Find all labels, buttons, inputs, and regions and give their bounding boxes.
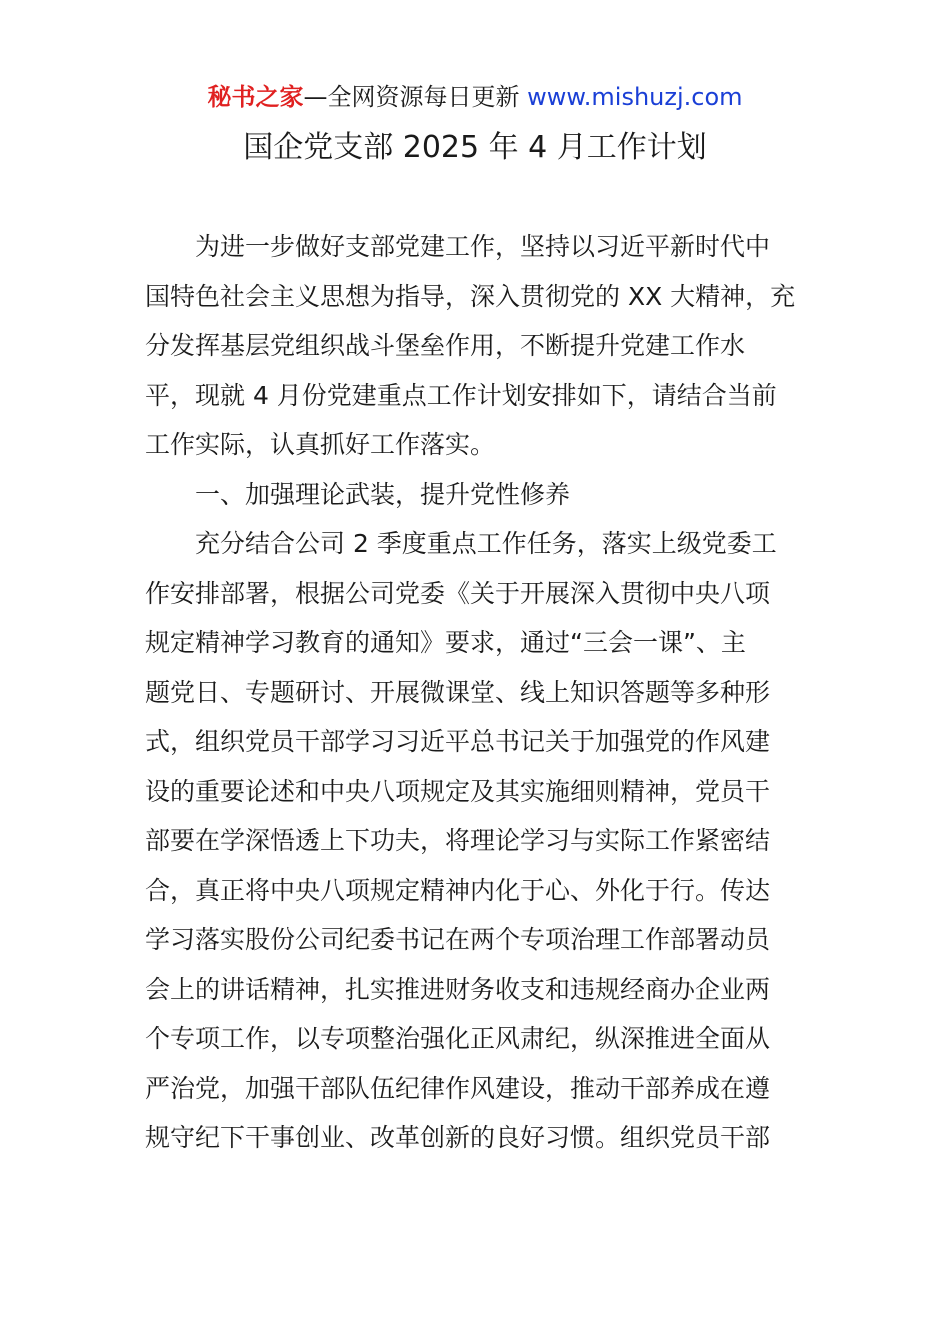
document-title: 国企党支部 2025 年 4 月工作计划 — [243, 130, 707, 165]
paragraph-line: 平，现就 4 月份党建重点工作计划安排如下，请结合当前 — [145, 380, 777, 410]
paragraph-line: 部要在学深悟透上下功夫，将理论学习与实际工作紧密结 — [145, 826, 771, 855]
paragraph-line: 工作实际，认真抓好工作落实。 — [145, 430, 496, 459]
paragraph-line: 设的重要论述和中央八项规定及其实施细则精神，党员干 — [145, 776, 771, 806]
site-url-link[interactable]: www.mishuzj.com — [527, 83, 743, 111]
paragraph-line: 国特色社会主义思想为指导，深入贯彻党的 XX 大精神，充 — [145, 281, 796, 311]
paragraph-line: 合，真正将中央八项规定精神内化于心、外化于行。传达 — [145, 875, 771, 905]
paragraph-line: 充分结合公司 2 季度重点工作任务，落实上级党委工 — [195, 529, 777, 558]
paragraph-line: 严治党，加强干部队伍纪律作风建设，推动干部养成在遵 — [145, 1073, 771, 1103]
paragraph-line: 规守纪下干事创业、改革创新的良好习惯。组织党员干部 — [145, 1123, 771, 1152]
paragraph-line: 规定精神学习教育的通知》要求，通过“三会一课”、主 — [145, 628, 746, 657]
paragraph-line: 会上的讲话精神，扎实推进财务收支和违规经商办企业两 — [145, 974, 771, 1004]
site-header — [0, 80, 950, 114]
paragraph-line: 为进一步做好支部党建工作，坚持以习近平新时代中 — [195, 232, 771, 261]
paragraph-line: 式，组织党员干部学习习近平总书记关于加强党的作风建 — [145, 727, 771, 756]
paragraph-line: 学习落实股份公司纪委书记在两个专项治理工作部署动员 — [145, 925, 771, 954]
site-brand: 秘书之家 — [207, 83, 304, 111]
section-heading: 一、加强理论武装，提升党性修养 — [195, 479, 571, 509]
paragraph-line: 分发挥基层党组织战斗堡垒作用，不断提升党建工作水 — [145, 331, 746, 360]
paragraph-line: 个专项工作，以专项整治强化正风肃纪，纵深推进全面从 — [145, 1024, 771, 1053]
paragraph-line: 题党日、专题研讨、开展微课堂、线上知识答题等多种形 — [145, 677, 771, 707]
site-tagline: —全网资源每日更新 — [303, 83, 520, 111]
paragraph-line: 作安排部署，根据公司党委《关于开展深入贯彻中央八项 — [145, 578, 771, 608]
document-body — [145, 222, 801, 1163]
